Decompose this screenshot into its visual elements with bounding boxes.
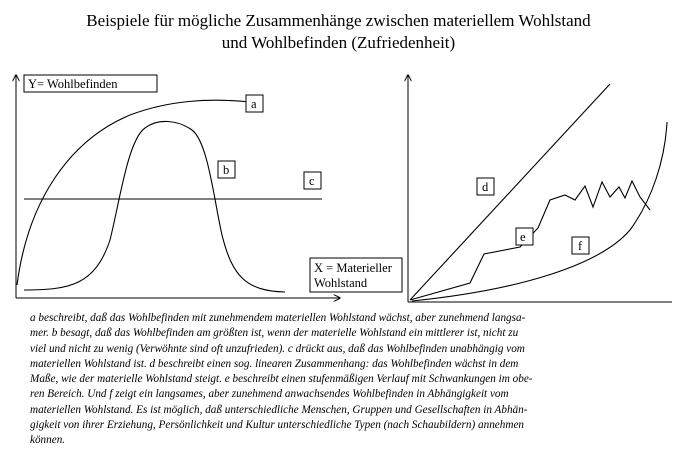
- caption-line: gigkeit von ihrer Erziehung, Persönlichkeit und Kultur unterschiedliche Typen (nach Schaubildern) annehmen: [30, 419, 525, 432]
- caption-line: a beschreibt, daß das Wohlbefinden mit zunehmendem materiellen Wohlstand wächst, aber zunehmend langsa-: [30, 312, 526, 324]
- caption-line: mer. b besagt, daß das Wohlbefinden am größten ist, wenn der materielle Wohlstand ein mittlerer ist, nicht zu: [30, 327, 519, 340]
- title-line-1: Beispiele für mögliche Zusammenhänge zwischen materiellem Wohlstand: [86, 11, 591, 30]
- label-f: f: [578, 239, 583, 253]
- caption-line: viel und nicht zu wenig (Verwöhnte sind oft unzufrieden). c drückt aus, daß das Wohlbefinden unabhängig vom: [30, 342, 525, 355]
- label-b: b: [223, 163, 230, 177]
- curve-f: [412, 122, 667, 301]
- label-d: d: [482, 180, 489, 194]
- curve-d: [410, 84, 610, 300]
- x-axis-label-line-2: Wohlstand: [314, 276, 368, 290]
- curve-b: [24, 121, 285, 292]
- right-chart: [408, 75, 672, 302]
- title-line-2: und Wohlbefinden (Zufriedenheit): [221, 33, 456, 52]
- label-c: c: [309, 174, 315, 188]
- caption-line: materiellen Wohlstand ist. d beschreibt einen sog. linearen Zusammenhang: das Wohlbefinden wächst in dem: [30, 357, 519, 370]
- left-chart: [16, 75, 402, 298]
- curve-a: [17, 100, 250, 285]
- caption-line: können.: [30, 434, 66, 447]
- y-axis-label: Y= Wohlbefinden: [28, 77, 118, 91]
- caption-line: ren Bereich. Und f zeigt ein langsames, aber zunehmend anwachsendes Wohlbefinden in Abhängigkeit vom: [30, 388, 509, 401]
- label-a: a: [251, 97, 257, 111]
- caption-line: Maße, wie der materielle Wohlstand steigt. e beschreibt einen stufenmäßigen Verlauf mit Schwankungen im obe-: [30, 373, 533, 386]
- label-e: e: [520, 230, 526, 244]
- x-axis-label-line-1: X = Materieller: [314, 261, 392, 275]
- caption-text: [30, 311, 642, 449]
- caption-line: materiellen Wohlstand. Es ist möglich, daß unterschiedliche Menschen, Gruppen und Gesellschaften in Abhän-: [30, 403, 528, 416]
